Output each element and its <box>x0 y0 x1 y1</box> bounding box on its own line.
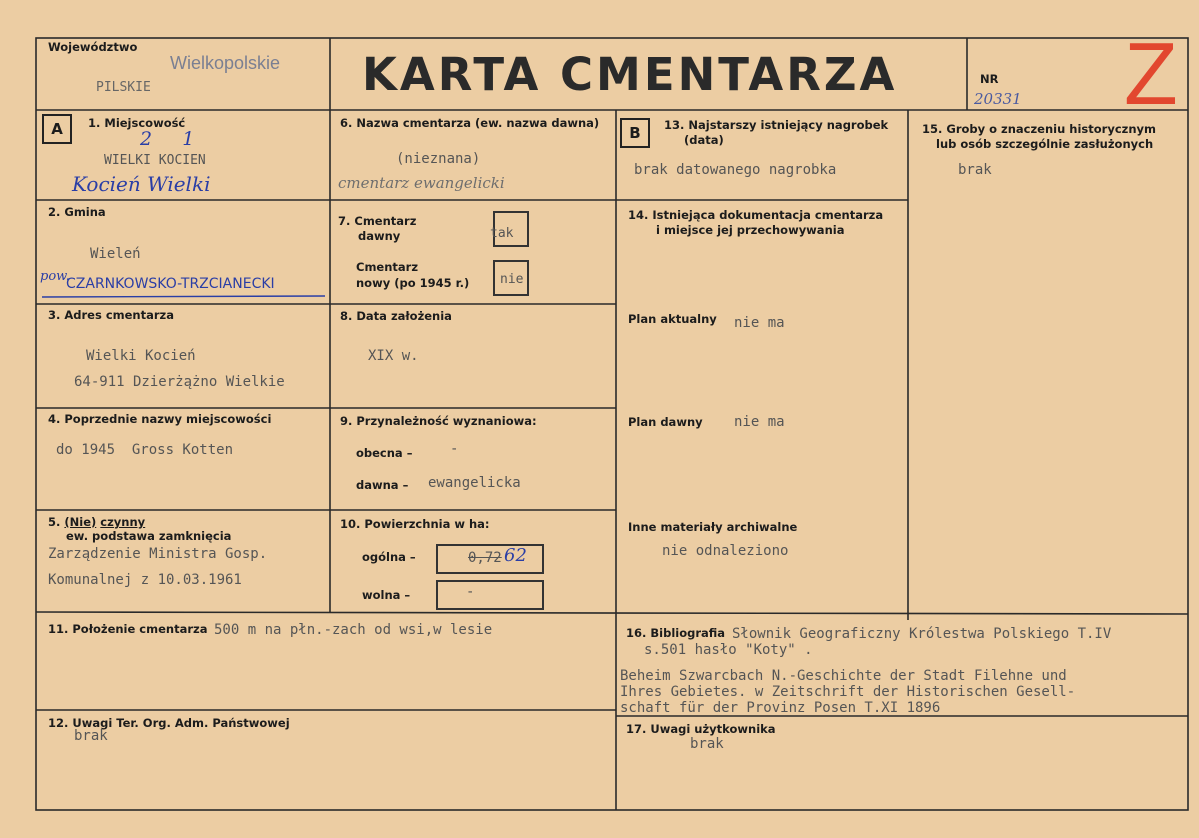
field-8-label: 8. Data założenia <box>340 309 452 323</box>
field-6-typed: (nieznana) <box>396 151 481 167</box>
field-9-obecna-value: - <box>450 441 459 457</box>
field-10-wolna-box <box>436 580 544 610</box>
field-7-label-b: Cmentarz <box>356 260 419 274</box>
field-2-underline <box>40 294 330 300</box>
field-5-nie: (Nie) <box>64 515 97 529</box>
field-3-label: 3. Adres cmentarza <box>48 308 174 322</box>
plan-aktualny-label: Plan aktualny <box>628 312 717 326</box>
field-13-value: brak datowanego nagrobka <box>634 162 837 178</box>
field-7-label-a2: dawny <box>358 229 401 243</box>
field-2-value: Wieleń <box>90 246 141 262</box>
field-4-label: 4. Poprzednie nazwy miejscowości <box>48 412 272 426</box>
field-10-ogolna-value: 62 <box>504 545 527 566</box>
bibliography-line-2: s.501 hasło "Koty" . <box>644 642 813 658</box>
plan-aktualny-value: nie ma <box>734 315 785 331</box>
field-5-num: 5. <box>48 515 61 529</box>
field-15-label2: lub osób szczególnie zasłużonych <box>936 137 1154 151</box>
field-10-ogolna-struck: 0,72 <box>468 550 502 566</box>
field-1-hand-numbers: 2 1 <box>140 128 195 150</box>
field-10-label: 10. Powierzchnia w ha: <box>340 517 490 531</box>
field-3-line2: 64-911 Dzierżążno Wielkie <box>74 374 285 390</box>
field-17-label: 17. Uwagi użytkownika <box>626 722 776 736</box>
inne-materialy-value: nie odnaleziono <box>662 543 789 559</box>
field-2-hand-prefix: pow. <box>40 269 70 284</box>
field-7-label-a: 7. Cmentarz <box>338 214 417 228</box>
nr-value: 20331 <box>974 90 1022 108</box>
field-6-hand: cmentarz ewangelicki <box>338 174 505 192</box>
field-17-value: brak <box>690 736 724 752</box>
field-3-line1: Wielki Kocień <box>86 348 196 364</box>
plan-dawny-label: Plan dawny <box>628 415 703 429</box>
field-7-value-b: nie <box>500 272 524 287</box>
field-16-label: 16. Bibliografia <box>626 626 726 640</box>
field-5-label <box>48 515 145 529</box>
wojewodztwo-typed: PILSKIE <box>96 80 151 95</box>
field-2-hand-value: CZARNKOWSKO-TRZCIANECKI <box>66 276 275 292</box>
field-12-value: brak <box>74 728 108 744</box>
field-9-dawna-label: dawna – <box>356 478 409 492</box>
field-9-obecna-label: obecna – <box>356 446 413 460</box>
field-13-label: 13. Najstarszy istniejący nagrobek <box>664 118 889 132</box>
field-10-wolna-label: wolna – <box>362 588 411 602</box>
field-10-ogolna-label: ogólna – <box>362 550 416 564</box>
field-11-value: 500 m na płn.-zach od wsi,w lesie <box>214 622 493 638</box>
wojewodztwo-stamp: Wielkopolskie <box>170 53 281 73</box>
bibliography-line-3: Beheim Szwarcbach N.-Geschichte der Stadt Filehne und <box>620 668 1067 684</box>
bibliography-line-4: Ihres Gebietes. w Zeitschrift der Historischen Gesell- <box>620 684 1076 700</box>
section-b-letter: B <box>620 118 650 148</box>
field-5-czynny: czynny <box>100 515 146 529</box>
wojewodztwo-label: Województwo <box>48 40 138 54</box>
field-14-label2: i miejsce jej przechowywania <box>656 223 845 237</box>
field-2-label: 2. Gmina <box>48 205 106 219</box>
bibliography-line-5: schaft für der Provinz Posen T.XI 1896 <box>620 700 941 716</box>
field-9-label: 9. Przynależność wyznaniowa: <box>340 414 537 428</box>
field-15-value: brak <box>958 162 992 178</box>
field-11-label: 11. Położenie cmentarza <box>48 622 208 636</box>
red-z-mark: Z <box>1124 24 1178 123</box>
card-title: KARTA CMENTARZA <box>362 48 898 101</box>
field-7-label-b2: nowy (po 1945 r.) <box>356 276 470 290</box>
field-5-line1: Zarządzenie Ministra Gosp. <box>48 546 268 562</box>
field-1-label: 1. Miejscowość <box>88 116 186 130</box>
field-1-hand: Kocień Wielki <box>72 172 211 196</box>
field-12-label: 12. Uwagi Ter. Org. Adm. Państwowej <box>48 716 290 730</box>
field-5-label2: ew. podstawa zamknięcia <box>66 529 232 543</box>
field-10-wolna-value: - <box>466 584 475 600</box>
plan-dawny-value: nie ma <box>734 414 785 430</box>
field-14-label: 14. Istniejąca dokumentacja cmentarza <box>628 208 884 222</box>
inne-materialy-label: Inne materiały archiwalne <box>628 520 798 534</box>
field-7-value-a: tak <box>490 226 514 241</box>
field-6-label: 6. Nazwa cmentarza (ew. nazwa dawna) <box>340 116 600 130</box>
field-15-label: 15. Groby o znaczeniu historycznym <box>922 122 1157 136</box>
field-4-value: do 1945 Gross Kotten <box>56 442 234 458</box>
field-8-value: XIX w. <box>368 348 419 364</box>
bibliography-line-1: Słownik Geograficzny Królestwa Polskiego T.IV <box>732 626 1112 642</box>
nr-label: NR <box>980 72 999 86</box>
field-9-dawna-value: ewangelicka <box>428 475 521 491</box>
field-13-label2: (data) <box>684 133 724 147</box>
field-5-line2: Komunalnej z 10.03.1961 <box>48 572 242 588</box>
section-a-letter: A <box>42 114 72 144</box>
field-1-typed: WIELKI KOCIEN <box>104 153 206 168</box>
